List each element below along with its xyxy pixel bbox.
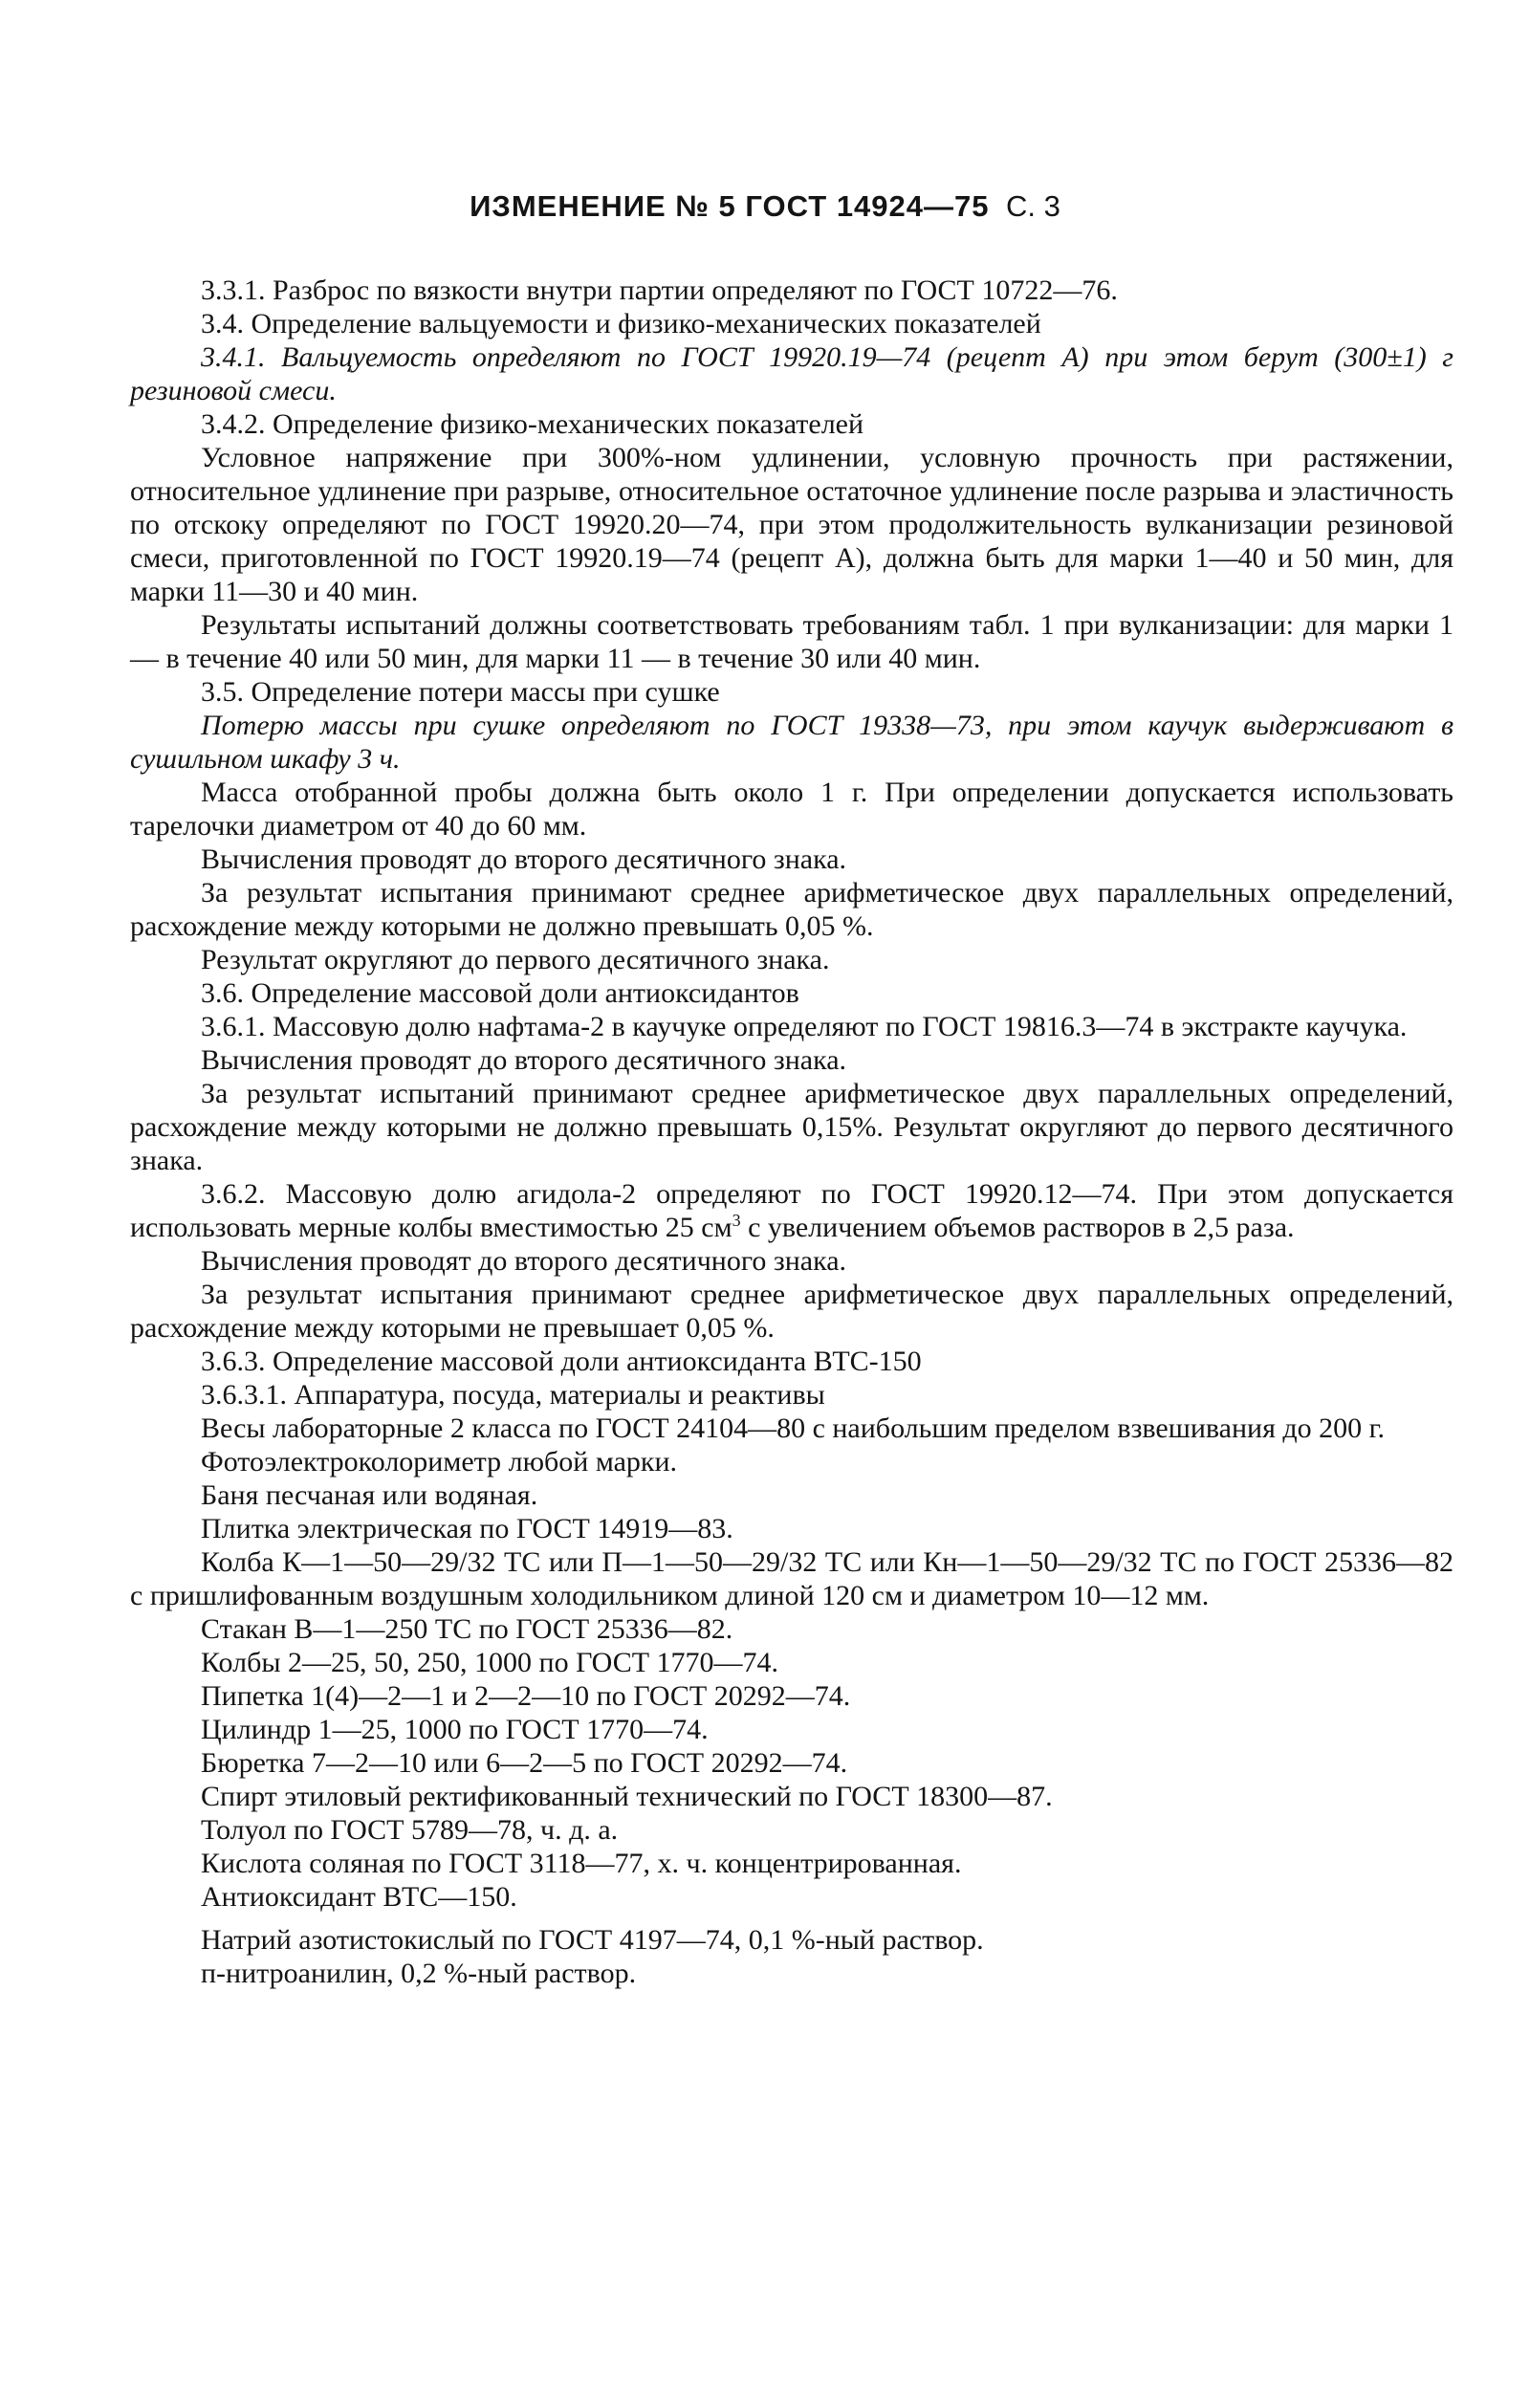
page-number: С. 3 (1006, 189, 1060, 223)
reagent-hydrochloric-acid: Кислота соляная по ГОСТ 3118—77, х. ч. концентрированная. (201, 1848, 962, 1879)
section-heading-3-6-3-1: 3.6.3.1. Аппаратура, посуда, материалы и реактивы (201, 1379, 825, 1411)
paragraph-test-result-3: За результат испытания принимают среднее арифметическое двух параллельных определений, расхождение между которыми не превышает 0,05 %. (130, 1279, 1454, 1344)
paragraph-3-3-1: 3.3.1. Разброс по вязкости внутри партии определяют по ГОСТ 10722—76. (201, 274, 1118, 306)
reagent-sodium-nitrite: Натрий азотистокислый по ГОСТ 4197—74, 0,1 %-ный раствор. (201, 1924, 984, 1956)
page-header (0, 189, 1530, 224)
paragraph-test-result-1: За результат испытания принимают среднее арифметическое двух параллельных определений, расхождение между которыми не должно превышать 0,05 %. (130, 877, 1454, 942)
paragraph-calculation-3: Вычисления проводят до второго десятичного знака. (201, 1245, 847, 1277)
equipment-beaker: Стакан В—1—250 ТС по ГОСТ 25336—82. (201, 1613, 733, 1645)
paragraph-rounding-1: Результат округляют до первого десятичного знака. (201, 944, 830, 975)
section-heading-3-5: 3.5. Определение потери массы при сушке (201, 676, 720, 708)
equipment-bath: Баня песчаная или водяная. (201, 1479, 538, 1511)
equipment-volumetric-flasks: Колбы 2—25, 50, 250, 1000 по ГОСТ 1770—74. (201, 1647, 779, 1678)
equipment-cylinder: Цилиндр 1—25, 1000 по ГОСТ 1770—74. (201, 1714, 709, 1745)
reagent-nitroaniline: п-нитроанилин, 0,2 %-ный раствор. (201, 1958, 637, 1989)
cubic-superscript: 3 (732, 1211, 741, 1230)
paragraph-calculation-1: Вычисления проводят до второго десятичного знака. (201, 843, 847, 875)
paragraph-mass-loss: Потерю массы при сушке определяют по ГОСТ 19338—73, при этом каучук выдерживают в сушильном шкафу 3 ч. (130, 710, 1454, 775)
section-heading-3-4: 3.4. Определение вальцуемости и физико-механических показателей (201, 308, 1041, 339)
section-heading-3-6: 3.6. Определение массовой доли антиоксидантов (201, 977, 799, 1009)
section-heading-3-6-3: 3.6.3. Определение массовой доли антиоксиданта ВТС-150 (201, 1346, 922, 1377)
section-heading-3-4-2: 3.4.2. Определение физико-механических показателей (201, 408, 864, 440)
paragraph-3-6-2-tail: с увеличением объемов растворов в 2,5 раза. (748, 1212, 1295, 1243)
paragraph-calculation-2: Вычисления проводят до второго десятичного знака. (201, 1044, 847, 1076)
equipment-scales: Весы лабораторные 2 класса по ГОСТ 24104—80 с наибольшим пределом взвешивания до 200 г. (201, 1412, 1386, 1444)
paragraph-3-6-2 (130, 1177, 1454, 1244)
paragraph-sample-mass: Масса отобранной пробы должна быть около 1 г. При определении допускается использовать тарелочки диаметром от 40 до 60 мм. (130, 777, 1454, 842)
reagent-antioxidant: Антиоксидант ВТС—150. (201, 1881, 517, 1913)
paragraph-3-4-1: 3.4.1. Вальцуемость определяют по ГОСТ 19920.19—74 (рецепт А) при этом берут (300±1) г резиновой смеси. (130, 341, 1454, 406)
document-body (130, 274, 1454, 1990)
equipment-pipette: Пипетка 1(4)—2—1 и 2—2—10 по ГОСТ 20292—74. (201, 1680, 851, 1712)
paragraph-3-6-2-text: 3.6.2. Массовую долю агидола-2 определяют по ГОСТ 19920.12—74. При этом допускается использовать мерные колбы вместимостью 25 см (130, 1178, 1454, 1243)
paragraph-test-results: Результаты испытаний должны соответствовать требованиям табл. 1 при вулканизации: для марки 1 — в течение 40 или 50 мин, для марки 11 — в течение 30 или 40 мин. (130, 609, 1454, 674)
reagent-toluene: Толуол по ГОСТ 5789—78, ч. д. а. (201, 1814, 619, 1846)
paragraph-physical-tests: Условное напряжение при 300%-ном удлинении, условную прочность при растяжении, относительное удлинение при разрыве, относительное остаточное удлинение после разрыва и эластичность по отскоку определяют по ГОСТ 19920.20—74, при этом продолжительность вулканизации резиновой смеси, приготовленной по ГОСТ 19920.19—74 (рецепт А), должна быть для марки 1—40 и 50 мин, для марки 11—30 и 40 мин. (130, 442, 1454, 607)
paragraph-3-6-1: 3.6.1. Массовую долю нафтама-2 в каучуке определяют по ГОСТ 19816.3—74 в экстракте каучука. (201, 1011, 1408, 1042)
paragraph-test-result-2: За результат испытаний принимают среднее арифметическое двух параллельных определений, расхождение между которыми не должно превышать 0,15%. Результат округляют до первого десятичного знака. (130, 1078, 1454, 1176)
equipment-flask: Колба К—1—50—29/32 ТС или П—1—50—29/32 ТС или Кн—1—50—29/32 ТС по ГОСТ 25336—82 с пришлифованным воздушным холодильником длиной 120 см и диаметром 10—12 мм. (130, 1546, 1454, 1611)
equipment-burette: Бюретка 7—2—10 или 6—2—5 по ГОСТ 20292—74. (201, 1747, 848, 1779)
equipment-photocolorimeter: Фотоэлектроколориметр любой марки. (201, 1446, 678, 1478)
reagent-ethanol: Спирт этиловый ректификованный технический по ГОСТ 18300—87. (201, 1781, 1053, 1812)
document-title: ИЗМЕНЕНИЕ № 5 ГОСТ 14924—75 (470, 189, 990, 223)
equipment-hotplate: Плитка электрическая по ГОСТ 14919—83. (201, 1513, 733, 1544)
